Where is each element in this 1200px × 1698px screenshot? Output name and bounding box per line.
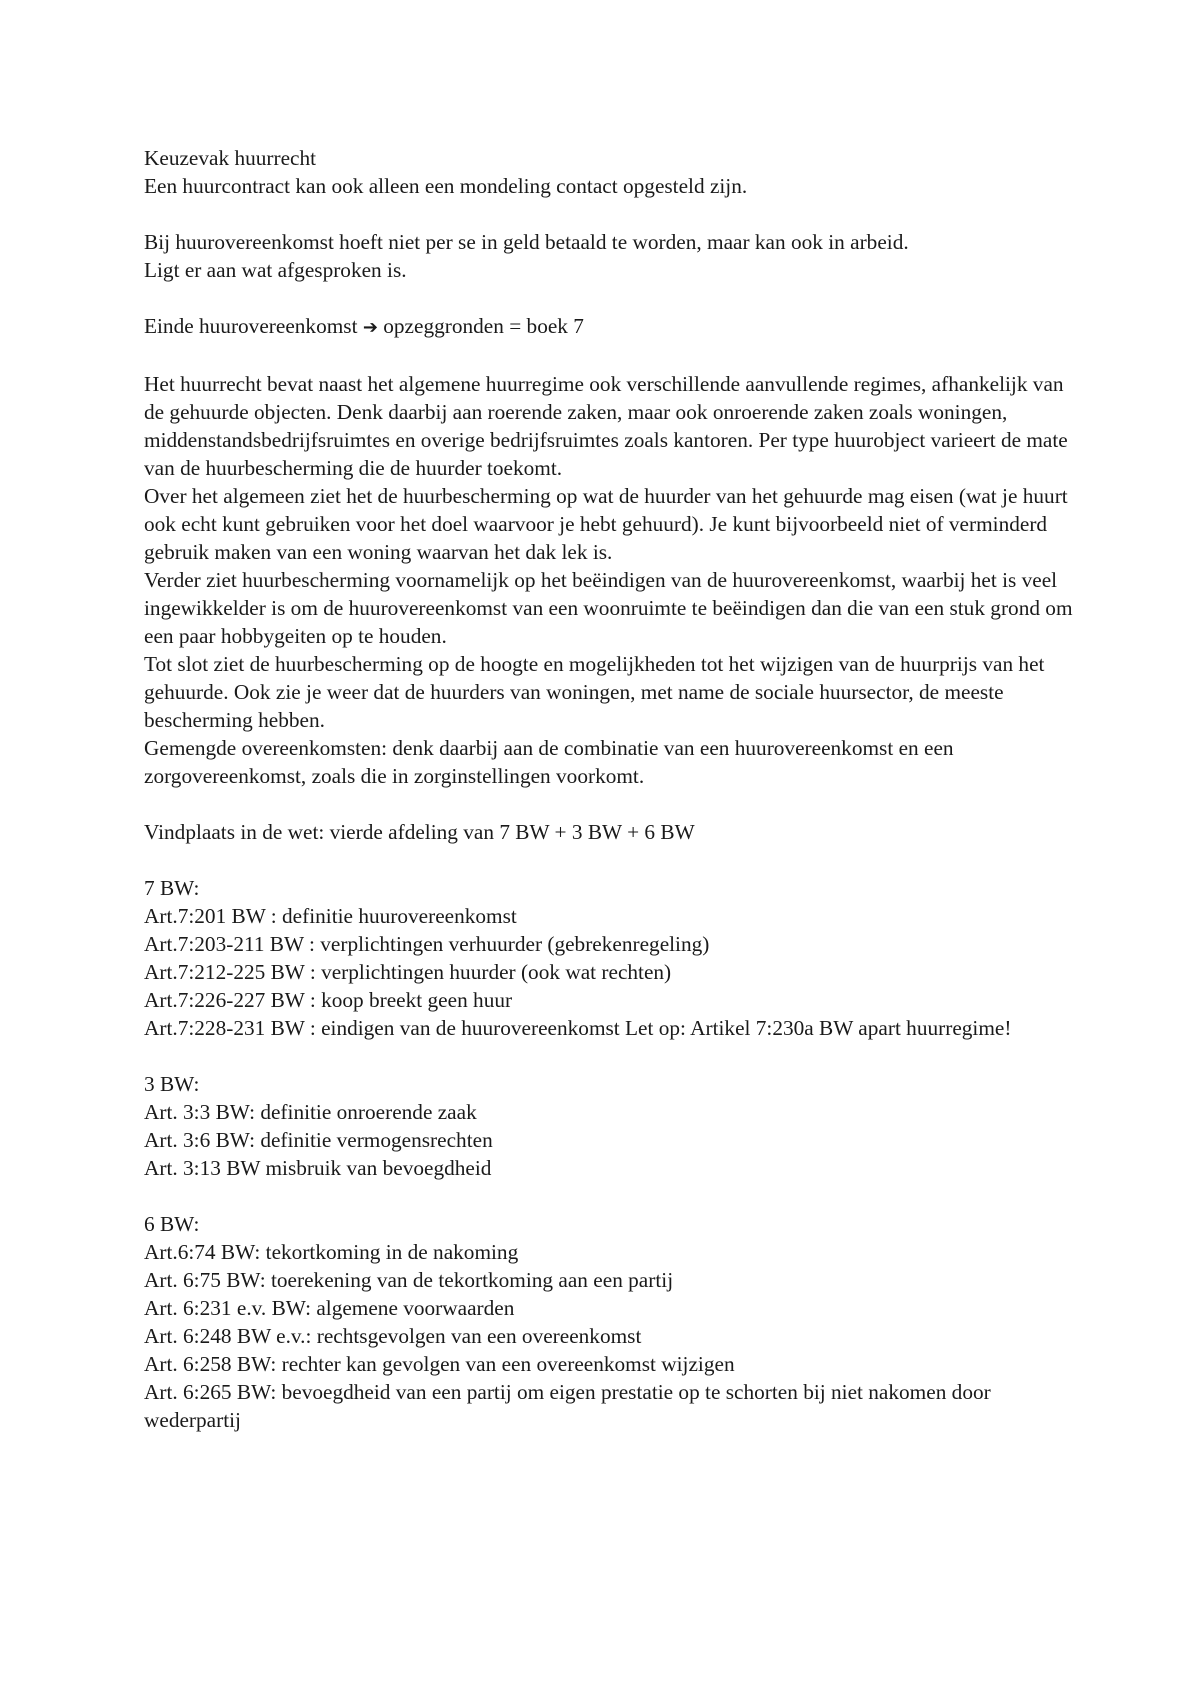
- article-item: Art. 3:13 BW misbruik van bevoegdheid: [144, 1156, 492, 1180]
- body-paragraph: Over het algemeen ziet het de huurbescherming op wat de huurder van het gehuurde mag eisen (wat je huurt ook echt kunt gebruiken voor het doel waarvoor je hebt gehuurd). Je kunt bijvoorbeeld niet of verminderd gebruik maken van een woning waarvan het dak lek is.: [144, 484, 1068, 564]
- spacer: [144, 200, 1074, 228]
- article-item: Art. 6:75 BW: toerekening van de tekortkoming aan een partij: [144, 1268, 674, 1292]
- article-item: Art. 3:3 BW: definitie onroerende zaak: [144, 1100, 477, 1124]
- section-heading-6bw: 6 BW:: [144, 1212, 200, 1236]
- spacer: [144, 284, 1074, 312]
- article-item: Art. 6:265 BW: bevoegdheid van een partij om eigen prestatie op te schorten bij niet nakomen door wederpartij: [144, 1380, 991, 1432]
- spacer: [144, 1042, 1074, 1070]
- article-item: Art. 3:6 BW: definitie vermogensrechten: [144, 1128, 493, 1152]
- article-item: Art.6:74 BW: tekortkoming in de nakoming: [144, 1240, 519, 1264]
- section-heading-3bw: 3 BW:: [144, 1072, 200, 1096]
- section-heading-7bw: 7 BW:: [144, 876, 200, 900]
- article-item: Art.7:212-225 BW : verplichtingen huurder (ook wat rechten): [144, 960, 672, 984]
- end-agreement-right: opzeggronden = boek 7: [383, 314, 584, 338]
- article-item: Art.7:226-227 BW : koop breekt geen huur: [144, 988, 513, 1012]
- article-item: Art.7:228-231 BW : eindigen van de huurovereenkomst Let op: Artikel 7:230a BW apart huurregime!: [144, 1016, 1012, 1040]
- end-agreement-line: [144, 312, 1074, 342]
- article-item: Art. 6:231 e.v. BW: algemene voorwaarden: [144, 1296, 515, 1320]
- article-item: Art.7:201 BW : definitie huurovereenkomst: [144, 904, 517, 928]
- payment-line-2: Ligt er aan wat afgesproken is.: [144, 258, 407, 282]
- vindplaats-line: Vindplaats in de wet: vierde afdeling van 7 BW + 3 BW + 6 BW: [144, 820, 695, 844]
- intro-line: Een huurcontract kan ook alleen een mondeling contact opgesteld zijn.: [144, 174, 748, 198]
- document-title: Keuzevak huurrecht: [144, 146, 317, 170]
- body-paragraph: Het huurrecht bevat naast het algemene huurregime ook verschillende aanvullende regimes, afhankelijk van de gehuurde objecten. Denk daarbij aan roerende zaken, maar ook onroerende zaken zoals woningen, middenstandsbedrijfsruimtes en overige bedrijfsruimtes zoals kantoren. Per type huurobject varieert de mate van de huurbescherming die de huurder toekomt.: [144, 372, 1068, 480]
- body-paragraph: Gemengde overeenkomsten: denk daarbij aan de combinatie van een huurovereenkomst en een zorgovereenkomst, zoals die in zorginstellingen voorkomt.: [144, 736, 954, 788]
- body-paragraph: Tot slot ziet de huurbescherming op de hoogte en mogelijkheden tot het wijzigen van de huurprijs van het gehuurde. Ook zie je weer dat de huurders van woningen, met name de sociale huursector, de meeste bescherming hebben.: [144, 652, 1045, 732]
- body-paragraph: Verder ziet huurbescherming voornamelijk op het beëindigen van de huurovereenkomst, waarbij het is veel ingewikkelder is om de huurovereenkomst van een woonruimte te beëindigen dan die van een stuk grond om een paar hobbygeiten op te houden.: [144, 568, 1073, 648]
- spacer: [144, 1182, 1074, 1210]
- article-item: Art.7:203-211 BW : verplichtingen verhuurder (gebrekenregeling): [144, 932, 710, 956]
- article-item: Art. 6:248 BW e.v.: rechtsgevolgen van een overeenkomst: [144, 1324, 642, 1348]
- article-item: Art. 6:258 BW: rechter kan gevolgen van een overeenkomst wijzigen: [144, 1352, 735, 1376]
- document-body: [144, 144, 1074, 1434]
- right-arrow-icon: ➔: [362, 317, 378, 338]
- payment-line-1: Bij huurovereenkomst hoeft niet per se in geld betaald te worden, maar kan ook in arbeid.: [144, 230, 909, 254]
- spacer: [144, 342, 1074, 370]
- spacer: [144, 846, 1074, 874]
- spacer: [144, 790, 1074, 818]
- end-agreement-left: Einde huurovereenkomst: [144, 314, 358, 338]
